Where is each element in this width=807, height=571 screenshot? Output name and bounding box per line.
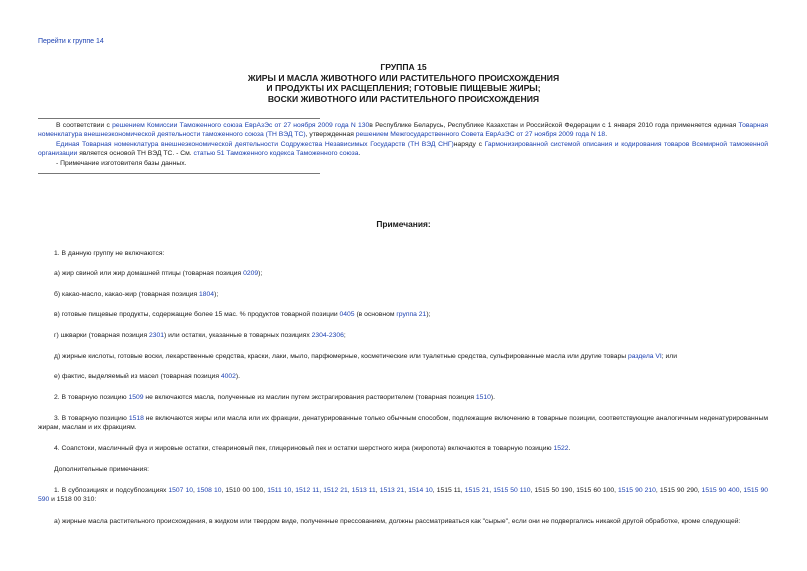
note-text: 4. Соапстоки, масличный фуз и жировые остатки, стеариновый пек, глицериновый пек и остатки шерстного жира (жиропота) включаются в товарную позицию (54, 445, 554, 452)
link-harmonized-system[interactable]: Гармонизированной системой описания и кодирования товаров Всемирной таможенной организации (38, 141, 768, 158)
link-heading-0209[interactable]: 0209 (243, 270, 259, 277)
note-text: (в основном (354, 311, 397, 318)
intro-text: . (358, 150, 361, 158)
note-text: ); (214, 291, 219, 298)
link-customs-code-article-51[interactable]: статью 51 Таможенного кодекса Таможенного союза (193, 150, 359, 158)
link-heading-1510[interactable]: 1510 (475, 394, 491, 401)
link-subheading-1513-21[interactable]: 1513 21 (379, 487, 405, 494)
link-subheading-1515-90-590[interactable]: 1515 90 590 (38, 487, 768, 504)
group-heading-line-2: ЖИРЫ И МАСЛА ЖИВОТНОГО ИЛИ РАСТИТЕЛЬНОГО ПРОИСХОЖДЕНИЯ (247, 72, 560, 83)
intro-text: В соответствии с (56, 122, 113, 129)
note-1b (54, 290, 768, 299)
note-text: б) какао-масло, какао-жир (товарная позиция (54, 291, 200, 298)
note-text: е) фактис, выделяемый из масел (товарная позиция (54, 373, 221, 380)
additional-notes-title: Дополнительные примечания: (54, 466, 149, 473)
note-text: 1. В субпозициях и подсубпозициях (54, 487, 169, 494)
link-heading-0405[interactable]: 0405 (339, 311, 355, 318)
note-2 (54, 393, 768, 402)
link-decision-commission-130[interactable]: решением Комиссии Таможенного союза ЕврАзЭс от 27 ноября 2009 года N 130 (112, 122, 370, 129)
additional-note-1a: а) жирные масла растительного происхождения, в жидком или твердом виде, полученные прессованием, должны рассматриваться как "сырые", если они не подвергались никакой другой обработке, кроме следующей: (54, 518, 741, 525)
link-heading-2301[interactable]: 2301 (149, 332, 165, 339)
group-heading-line-4: ВОСКИ ЖИВОТНОГО ИЛИ РАСТИТЕЛЬНОГО ПРОИСХОЖДЕНИЯ (267, 93, 540, 104)
link-heading-4002[interactable]: 4002 (220, 373, 236, 380)
link-subheading-1515-90-400[interactable]: 1515 90 400 (701, 487, 740, 494)
link-tn-ved-sng[interactable]: Единая Товарная номенклатура внешнеэкономической деятельности Содружества Независимых Государств (ТН ВЭД СНГ) (56, 141, 454, 148)
link-subheading-1513-11[interactable]: 1513 11 (351, 487, 376, 494)
note-text: ). (490, 394, 496, 401)
note-text: ); (258, 270, 263, 277)
link-headings-2304-2306[interactable]: 2304-2306 (311, 332, 344, 339)
notes-title: Примечания: (376, 219, 431, 229)
link-group-21[interactable]: группа 21 (396, 311, 427, 318)
link-subheading-1514-10[interactable]: 1514 10 (408, 487, 433, 494)
intro-text: является основой ТН ВЭД ТС. - См. (77, 150, 194, 158)
note-text: ; (343, 332, 346, 339)
link-decision-council-18[interactable]: решением Межгосударственного Совета ЕврАзЭС от 27 ноября 2009 года N 18 (355, 131, 606, 139)
note-text: ); (426, 311, 431, 318)
link-subheading-1507-10[interactable]: 1507 10 (168, 487, 193, 494)
note-text: г) шкварки (товарная позиция (54, 332, 149, 339)
note-text: ) или остатки, указанные в товарных позициях (164, 332, 312, 339)
intro-text: наряду с (453, 141, 485, 148)
link-heading-1522[interactable]: 1522 (553, 445, 569, 452)
intro-paragraph-1 (38, 121, 768, 140)
link-subheading-1515-90-210[interactable]: 1515 90 210 (618, 487, 656, 494)
note-text: не включаются масла, полученные из маслин путем экстрагирования растворителем (товарная позиция (143, 394, 476, 401)
intro-text: . (605, 131, 608, 139)
divider-top (38, 118, 320, 119)
note-text: 3. В товарную позицию (54, 415, 129, 422)
intro-text: , утвержденная (305, 131, 356, 139)
note-1: 1. В данную группу не включаются: (54, 250, 165, 257)
link-tn-ved-ts[interactable]: Товарная номенклатура внешнеэкономической деятельности таможенного союза (ТН ВЭД ТС) (38, 122, 768, 139)
link-subheading-1515-50-110[interactable]: 1515 50 110 (493, 487, 531, 494)
link-heading-1804[interactable]: 1804 (199, 291, 215, 298)
note-4 (54, 444, 768, 453)
note-text: 2. В товарную позицию (54, 394, 129, 401)
link-section-vi[interactable]: раздела VI (627, 353, 662, 360)
link-subheading-1515-21[interactable]: 1515 21 (464, 487, 490, 494)
note-text: ). (235, 373, 241, 380)
note-text: а) жир свиной или жир домашней птицы (товарная позиция (54, 270, 244, 277)
link-go-to-group-14[interactable]: Перейти к группе 14 (38, 38, 104, 45)
note-1a (54, 269, 768, 278)
divider-bottom (38, 173, 320, 174)
link-heading-1518[interactable]: 1518 (128, 415, 144, 422)
note-text: . (568, 445, 571, 452)
note-1c (54, 310, 768, 319)
database-note: - Примечание изготовителя базы данных. (56, 160, 187, 167)
note-1e (54, 352, 768, 361)
note-3 (38, 414, 768, 433)
note-text: не включаются жиры или масла или их фракции, денатурированные только обычным способом, подлежащие включению в товарные позиции, соответствующие аналогичным неденатурированным жирам, маслам и их фракциям. (38, 415, 769, 432)
note-text: ; или (661, 353, 678, 360)
link-subheading-1512-11[interactable]: 1512 11 (295, 487, 320, 494)
intro-text: в Республике Беларусь, Республике Казахстан и Российской Федерации с 1 января 2010 года применяется единая (369, 122, 739, 129)
link-heading-1509[interactable]: 1509 (128, 394, 144, 401)
group-title: ГРУППА 15 (380, 62, 427, 72)
note-1d (54, 331, 768, 340)
link-subheading-1508-10[interactable]: 1508 10 (196, 487, 222, 494)
note-1f (54, 372, 768, 381)
intro-paragraph-2 (38, 140, 768, 159)
note-text: в) готовые пищевые продукты, содержащие более 15 мас. % продуктов товарной позиции (54, 311, 340, 318)
group-heading-line-3: И ПРОДУКТЫ ИХ РАСЩЕПЛЕНИЯ; ГОТОВЫЕ ПИЩЕВЫЕ ЖИРЫ; (266, 83, 541, 94)
link-subheading-1512-21[interactable]: 1512 21 (323, 487, 348, 494)
note-text: д) жирные кислоты, готовые воски, лекарственные средства, краски, лаки, мыло, парфюмерные, косметические или туалетные средства, сульфированные масла или другие товары (54, 353, 628, 360)
link-subheading-1511-10[interactable]: 1511 10 (267, 487, 292, 494)
additional-note-1: 1. В субпозициях и подсубпозициях 1507 10, 1508 10, 1510 00 100, 1511 10, 1512 11, 1512 21, 1513 11, 1513 21, 1514 10, 1515 11, 1515 21, 1515 50 110, 1515 50 190, 1515 60 100, 1515 90 210, 1515 90 290, 1515 90 400, 1515 90 590 и 1518 00 310: (38, 487, 768, 504)
